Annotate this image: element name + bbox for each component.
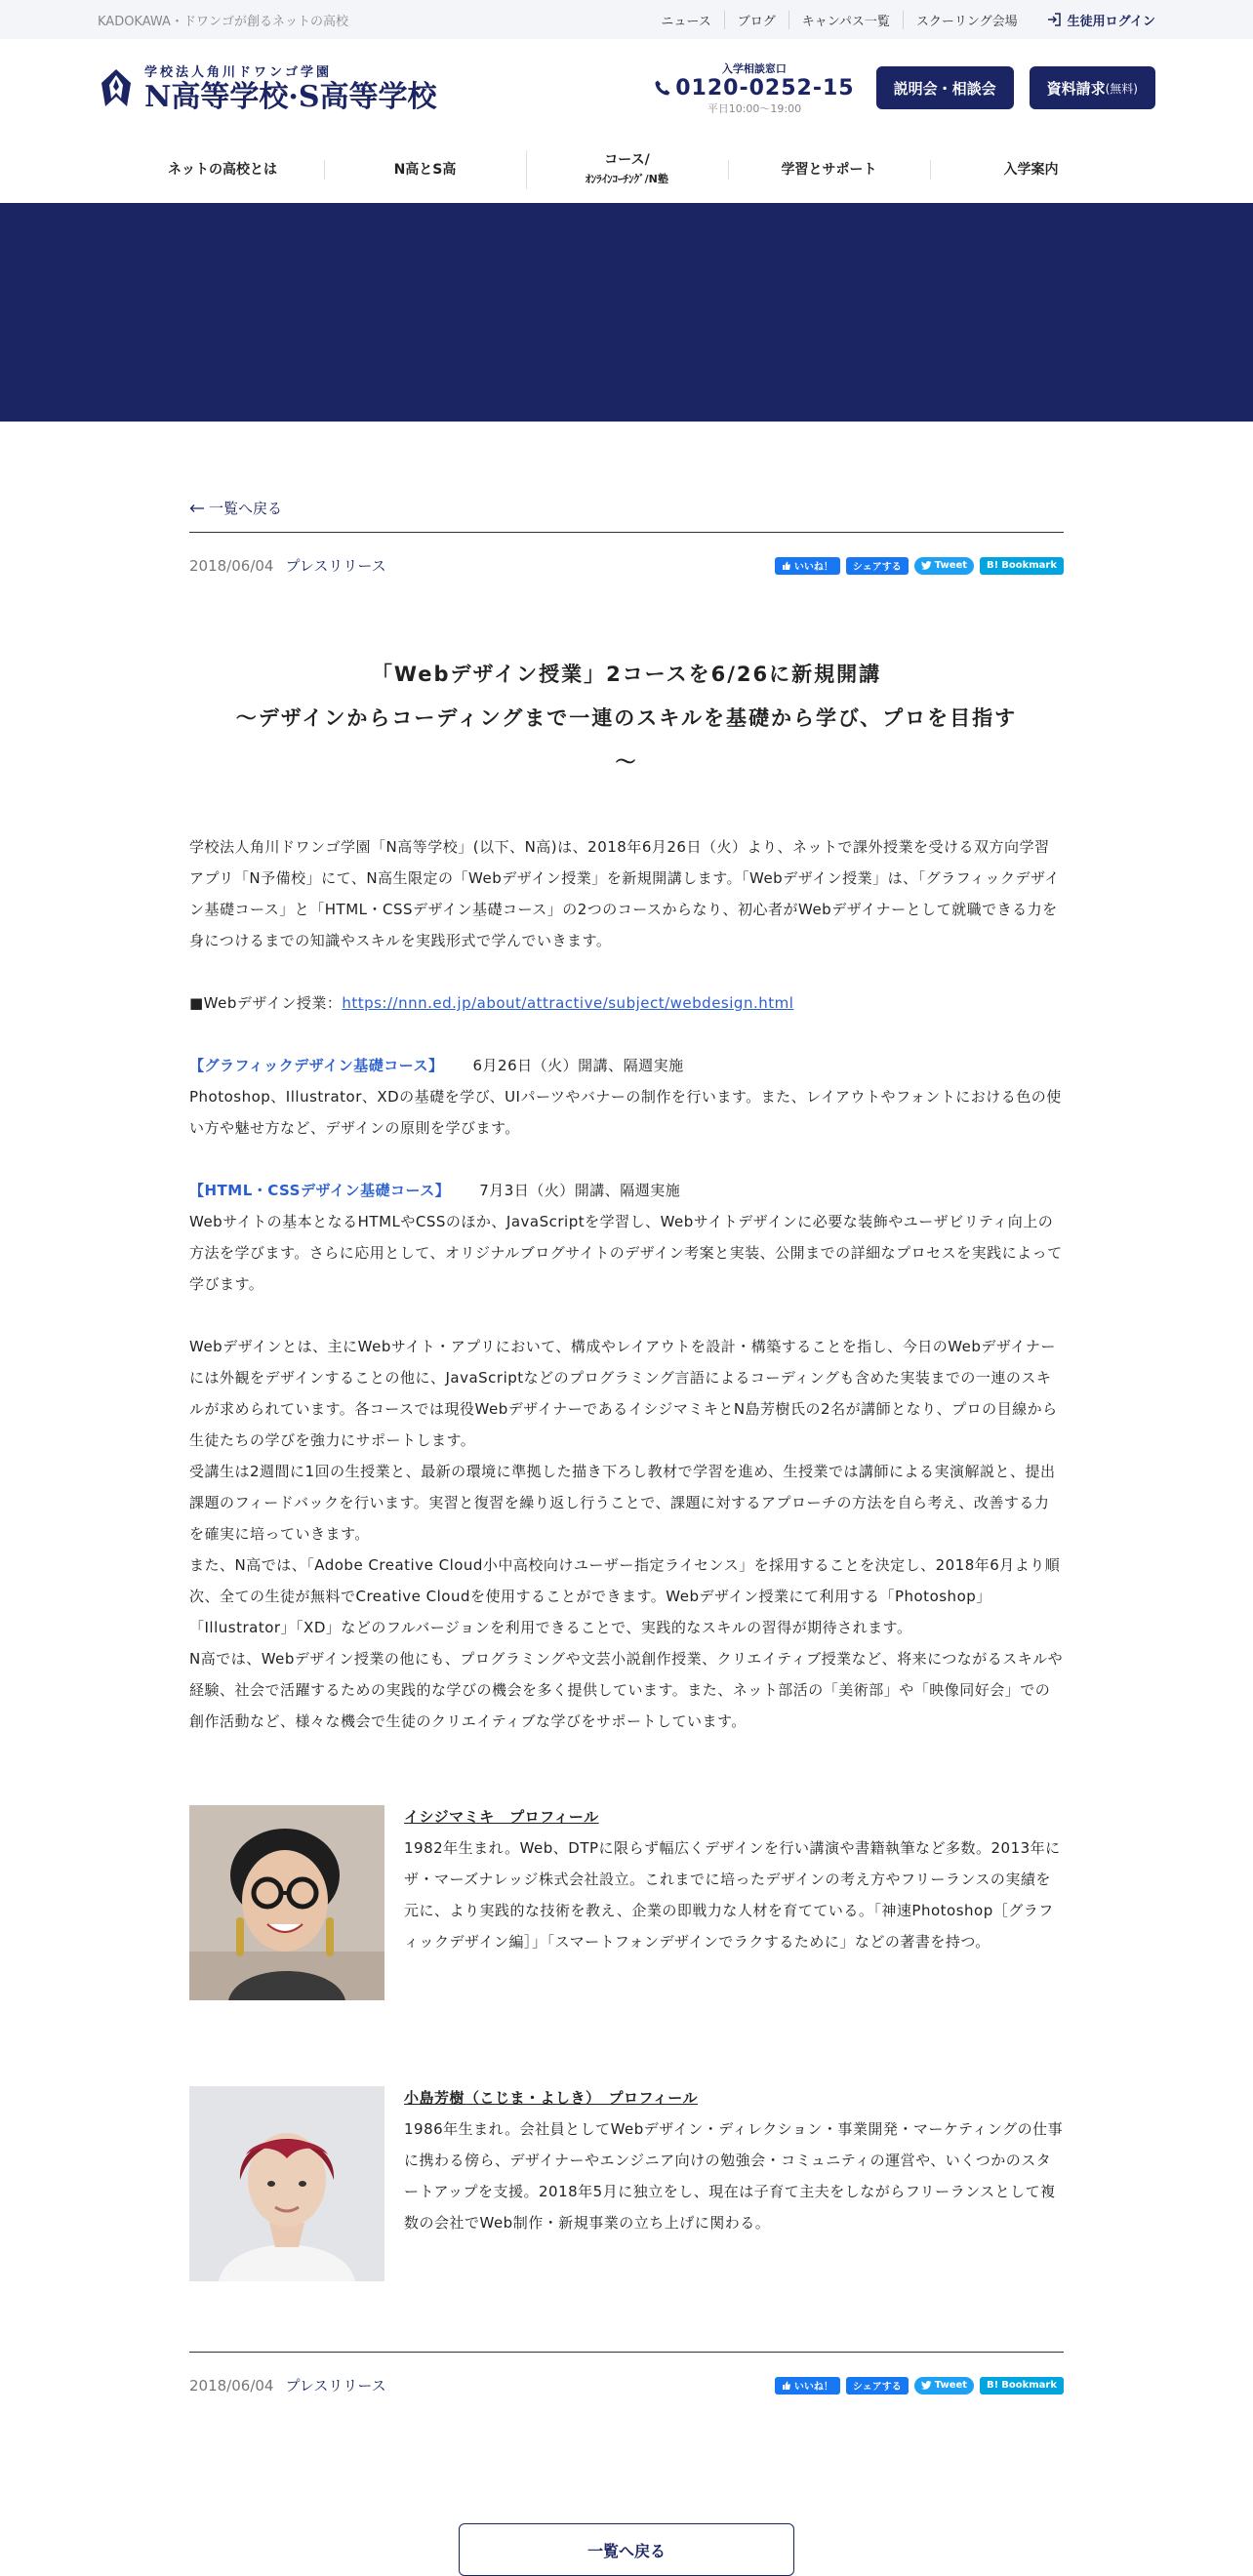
- nav-item-about[interactable]: ネットの高校とは: [168, 162, 277, 178]
- article-date-bottom: 2018/06/04: [189, 2376, 274, 2395]
- hatena-bookmark-button[interactable]: [980, 557, 1064, 575]
- back-to-list-button[interactable]: 一覧へ戻る: [459, 2523, 794, 2576]
- intro-paragraph: 学校法人角川ドワンゴ学園「N高等学校」(以下、N高)は、2018年6月26日（火）より、ネットで課外授業を受ける双方向学習アプリ「N予備校」にて、N高生限定の「Webデザイン授業」を新規開講します。「Webデザイン授業」は、「グラフィックデザイン基礎コース」と「HTML・CSSデザイン基礎コース」の2つのコースからなり、初心者がWebデザイナーとして就職できる力を身につけるまでの知識やスキルを実践形式で学んでいきます。: [189, 838, 1060, 949]
- hatena-bookmark-button-bottom[interactable]: [980, 2377, 1064, 2395]
- request-note: (無料): [1105, 81, 1138, 96]
- article-category[interactable]: プレスリリース: [285, 557, 386, 575]
- link-label: ■Webデザイン授業：: [189, 994, 343, 1012]
- article-title: [189, 653, 1064, 785]
- tweet-label-bottom: Tweet: [934, 2380, 968, 2391]
- twitter-bird-icon: [921, 561, 932, 570]
- school-emblem-icon: [98, 67, 135, 108]
- course2-date: 7月3日（火）開講、隔週実施: [479, 1182, 681, 1199]
- request-label: 資料請求: [1046, 79, 1106, 98]
- body-paragraph-3: また、N高では、「Adobe Creative Cloud小中高校向けユーザー指定ライセンス」を採用することを決定し、2018年6月より順次、全ての生徒が無料でCreative Cloudを使用することができます。Webデザイン授業にて利用する「Photoshop」「Illustrator」「XD」などのフルバージョンを利用できることで、実践的なスキルの習得が期待されます。: [189, 1556, 1061, 1636]
- hatena-b-icon: B!: [987, 560, 999, 571]
- tweet-button-bottom[interactable]: [914, 2377, 974, 2395]
- facebook-like-button-bottom[interactable]: [775, 2377, 840, 2395]
- share-buttons-bottom: [775, 2377, 1064, 2395]
- site-tagline: KADOKAWA・ドワンゴが創るネットの高校: [98, 14, 348, 29]
- course2-title: 【HTML・CSSデザイン基礎コース】: [189, 1182, 451, 1199]
- utility-links: [648, 11, 1155, 29]
- phone-label: 入学相談窓口: [721, 61, 787, 75]
- back-link-label: 一覧へ戻る: [209, 500, 283, 517]
- article-category-bottom[interactable]: プレスリリース: [285, 2377, 386, 2395]
- nav-courses-line1: コース/: [604, 152, 650, 168]
- webdesign-course-link[interactable]: https://nnn.ed.jp/about/attractive/subject/webdesign.html: [342, 994, 794, 1012]
- arrow-left-icon: [189, 503, 205, 513]
- top-utility-bar: [0, 0, 1253, 39]
- nav-item-learning[interactable]: 学習とサポート: [728, 160, 930, 180]
- body-paragraph-4: N高では、Webデザイン授業の他にも、プログラミングや文芸小説創作授業、クリエイティブ授業など、将来につながるスキルや経験、社会で活躍するための実践的な学びの機会を多く提供しています。また、ネット部活の「美術部」や「映像同好会」での創作活動など、様々な機会で生徒のクリエイティブな学びをサポートしています。: [189, 1650, 1064, 1730]
- hatena-b-icon: B!: [987, 2380, 999, 2391]
- facebook-share-button[interactable]: シェアする: [846, 557, 909, 575]
- kojima-profile-text: 1986年生まれ。会社員としてWebデザイン・ディレクション・事業開発・マーケティングの仕事に携わる傍ら、デザイナーやエンジニア向けの勉強会・コミュニティの運営や、いくつかのスタートアップを支援。2018年5月に独立をし、現在は子育て主夫をしながらフリーランスとして複数の会社でWeb制作・新規事業の立ち上げに関わる。: [404, 2120, 1064, 2232]
- course1-title: 【グラフィックデザイン基礎コース】: [189, 1057, 444, 1074]
- title-line-2: ～デザインからコーディングまで一連のスキルを基礎から学び、プロを目指す: [235, 706, 1018, 730]
- back-to-list-link[interactable]: [189, 498, 1064, 532]
- bookmark-label-bottom: Bookmark: [1001, 2380, 1057, 2391]
- logo-subtitle: 学校法人角川ドワンゴ学園: [144, 64, 333, 80]
- article-date: 2018/06/04: [189, 556, 274, 575]
- nav-item-courses[interactable]: [526, 150, 728, 189]
- tweet-label: Tweet: [934, 560, 968, 571]
- facebook-like-button[interactable]: [775, 557, 840, 575]
- ishijima-portrait-photo: [189, 1805, 384, 2000]
- title-line-1: 「Webデザイン授業」2コースを6/26に新規開講: [371, 663, 882, 686]
- title-line-3: ～: [615, 750, 638, 774]
- thumbs-up-icon: [782, 561, 791, 571]
- logo-title: N高等学校·S高等学校: [144, 79, 437, 114]
- facebook-share-button-bottom[interactable]: シェアする: [846, 2377, 909, 2395]
- link-paragraph: [189, 987, 1064, 1019]
- kojima-profile-name: 小島芳樹（こじま・よしき） プロフィール: [404, 2089, 699, 2107]
- request-materials-button[interactable]: [1030, 66, 1155, 109]
- body-paragraph-2: 受講生は2週間に1回の生授業と、最新の環境に準拠した描き下ろし教材で学習を進め、生授業では講師による実演解説と、提出課題のフィードバックを行います。実習と復習を繰り返し行うことで、課題に対するアプローチの方法を自ら考え、改善する力を確実に培っていきます。: [189, 1463, 1056, 1543]
- site-header: [0, 39, 1253, 137]
- util-link-campus[interactable]: キャンパス一覧: [788, 11, 903, 29]
- consultation-button[interactable]: 説明会・相談会: [876, 66, 1014, 109]
- ishijima-profile-text: 1982年生まれ。Web、DTPに限らず幅広くデザインを行い講演や書籍執筆など多数。2013年にザ・マーズナレッジ株式会社設立。これまでに培ったデザインの考え方やフリーランスの実績を元に、より実践的な技術を教え、企業の即戦力な人材を育てている。「神速Photoshop［グラフィックデザイン編］」「スマートフォンデザインでラクするために」などの著書を持つ。: [404, 1839, 1061, 1951]
- profile-ishijima: [189, 1805, 1064, 2000]
- ishijima-profile-name: イシジマミキ プロフィール: [404, 1808, 599, 1826]
- phone-hours: 平日10:00〜19:00: [707, 101, 802, 115]
- article: [189, 422, 1064, 2576]
- phone-contact[interactable]: [654, 60, 854, 116]
- phone-icon: [654, 79, 671, 97]
- util-link-news[interactable]: ニュース: [661, 14, 711, 29]
- course1-description: Photoshop、Illustrator、XDの基礎を学び、UIパーツやバナーの制作を行います。また、レイアウトやフォントにおける色の使い方や魅せ方など、デザインの原則を学びます。: [189, 1088, 1062, 1137]
- util-link-blog[interactable]: ブログ: [724, 11, 788, 29]
- global-nav: [0, 137, 1253, 203]
- course2-description: Webサイトの基本となるHTMLやCSSのほか、JavaScriptを学習し、Webサイトデザインに必要な装飾やユーザビリティ向上の方法を学びます。さらに応用として、オリジナルブログサイトのデザイン考案と実装、公開までの詳細なプロセスを実践によって学びます。: [189, 1213, 1063, 1293]
- article-body: [189, 831, 1064, 1737]
- course2-block: [189, 1175, 1064, 1300]
- kojima-portrait-photo: [189, 2086, 384, 2281]
- login-label: 生徒用ログイン: [1067, 14, 1155, 29]
- profile-kojima: [189, 2086, 1064, 2281]
- twitter-bird-icon: [921, 2381, 932, 2390]
- hero-banner: [0, 203, 1253, 422]
- tweet-button[interactable]: [914, 557, 974, 575]
- nav-item-n-and-s[interactable]: N高とS高: [324, 160, 526, 180]
- util-link-schooling[interactable]: スクーリング会場: [903, 11, 1031, 29]
- nav-courses-line2: ｵﾝﾗｲﾝｺｰﾁﾝｸﾞ/N塾: [586, 173, 668, 185]
- course1-block: [189, 1050, 1064, 1144]
- login-icon: [1046, 12, 1062, 27]
- student-login-link[interactable]: [1031, 11, 1155, 29]
- phone-number: 0120-0252-15: [675, 75, 855, 101]
- site-logo[interactable]: [98, 61, 437, 115]
- article-meta-bottom: [189, 2352, 1064, 2402]
- course1-date: 6月26日（火）開講、隔週実施: [472, 1057, 684, 1074]
- article-meta: [189, 532, 1064, 583]
- bookmark-label: Bookmark: [1001, 560, 1057, 571]
- thumbs-up-icon: [782, 2381, 791, 2391]
- nav-item-admission[interactable]: 入学案内: [930, 160, 1132, 180]
- share-buttons: [775, 557, 1064, 575]
- body-paragraph-1: Webデザインとは、主にWebサイト・アプリにおいて、構成やレイアウトを設計・構築することを指し、今日のWebデザイナーには外観をデザインすることの他に、JavaScriptなどのプログラミング言語によるコーディングも含めた実装までの一連のスキルが求められています。各コースでは現役WebデザイナーであるイシジマミキとN島芳樹氏の2名が講師となり、プロの目線から生徒たちの学びを強力にサポートします。: [189, 1338, 1058, 1449]
- like-label: いいね！: [793, 562, 833, 573]
- like-label-bottom: いいね！: [793, 2382, 833, 2393]
